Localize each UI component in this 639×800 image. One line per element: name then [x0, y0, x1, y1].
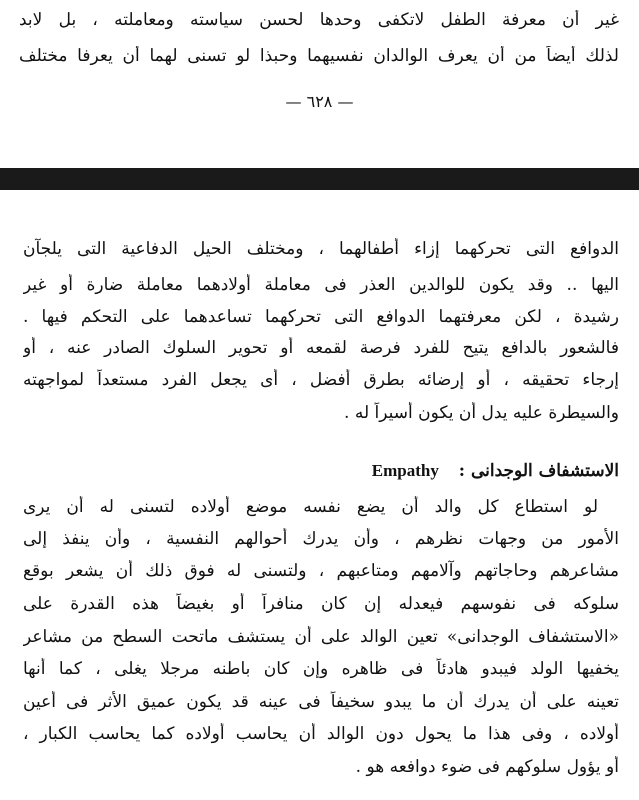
heading-english: Empathy — [371, 461, 439, 480]
paragraph-line: لو استطاع كل والد أن يضع نفسه موضع أولاده لتسنى له أن يرى — [23, 497, 598, 517]
paragraph-line: والسيطرة عليه يدل أن يكون أسيراً له . — [344, 403, 619, 423]
paragraph-line: سلوكه فى نفوسهم فيعدله إن كان منافراً أو بغيضاً هذه القدرة على — [23, 594, 619, 614]
paragraph-line: اليها .. وقد يكون للوالدين العذر فى معاملة أولادهما معاملة ضارة أو غير — [23, 275, 619, 295]
paragraph-line: يخفيها الولد فيبدو هادئاً فى ظاهره وإن كان باطنه مرجلا يغلى ، كما أنها — [23, 659, 619, 679]
paragraph-line: مشاعرهم وحاجاتهم وآلامهم ومتاعبهم ، ولتسنى له فوق ذلك أن يشعر بوقع — [23, 561, 619, 581]
paragraph-line: فالشعور بالدافع يتيح للفرد فرصة لقمعه أو تحوير السلوك الصادر عنه ، أو — [23, 338, 619, 358]
section-heading — [372, 460, 619, 482]
paragraph-line: أولاده ، وفى هذا ما يحول دون الوالد أن يحاسب أولاده كما يحاسب الكبار ، — [23, 724, 619, 744]
paragraph-line: الأمور من وجهات نظرهم ، وأن يدرك أحوالهم النفسية ، وأن ينفذ إلى — [23, 529, 619, 549]
paragraph-line: إرجاء تحقيقه ، أو إرضائه بطرق أفضل ، أى يجعل الفرد مستعداً لمواجهته — [23, 370, 619, 390]
page-divider-band — [0, 168, 639, 190]
paragraph-line: «الاستشفاف الوجدانى» تعين الوالد على أن يستشف ماتحت السطح من مشاعر — [23, 627, 619, 647]
paragraph-line: أو يؤول سلوكهم فى ضوء دوافعه هو . — [355, 757, 619, 777]
paragraph-line: الدوافع التى تحركهما إزاء أطفالهما ، ومختلف الحيل الدفاعية التى يلجآن — [23, 239, 619, 259]
upper-page-fragment — [0, 0, 639, 168]
paragraph-line: تعينه على أن يدرك أن ما يبدو سخيفاً فى عينه قد يكون عميق الأثر فى أعين — [23, 692, 619, 712]
text-line: غير أن معرفة الطفل لاتكفى وحدها لحسن سياسته ومعاملته ، بل لابد — [19, 10, 619, 30]
text-line: لذلك أيضاً من أن يعرف الوالدان نفسيهما وحبذا لو تسنى لهما أن يعرفا مختلف — [19, 46, 619, 66]
heading-arabic: الاستشفاف الوجدانى : — [458, 461, 619, 481]
paragraph-line: رشيدة ، لكن معرفتهما الدوافع التى تحركهما تساعدهما على التحكم فيها . — [23, 307, 619, 327]
page-number: — ٦٢٨ — — [285, 92, 354, 111]
